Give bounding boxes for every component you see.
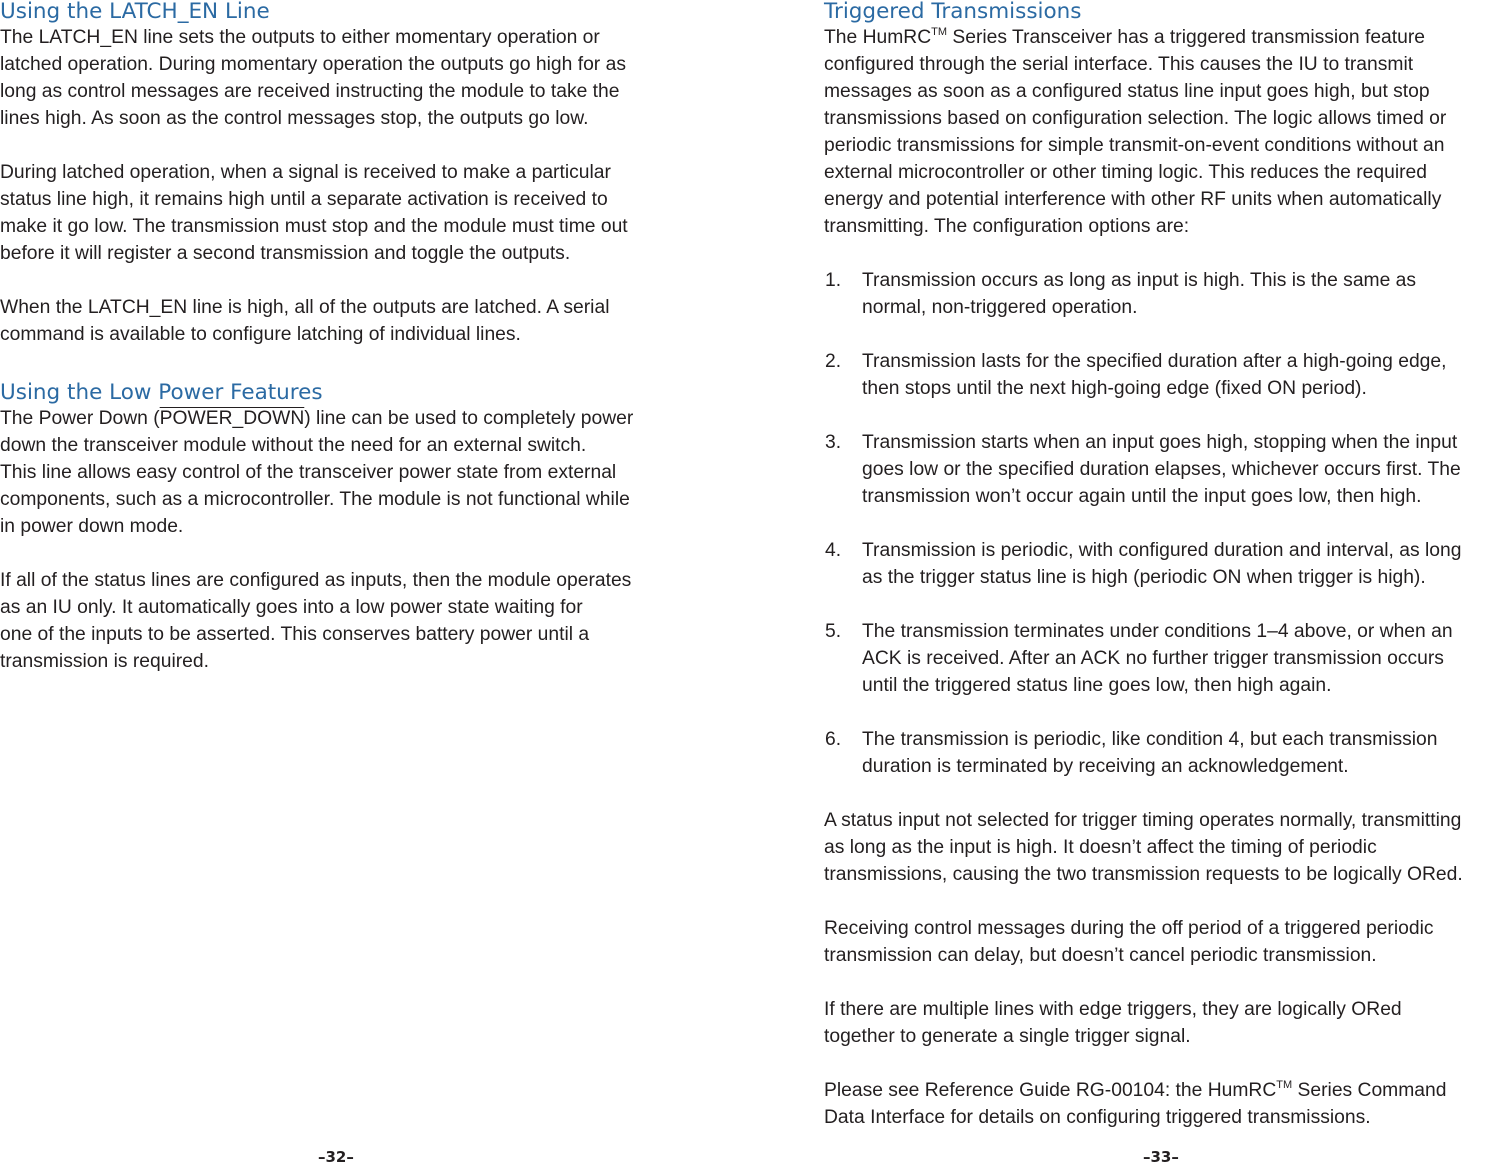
status-input-para-line: transmissions, causing the two transmission requests to be logically ORed.: [824, 864, 1463, 885]
latch-en-para-2-line: During latched operation, when a signal is received to make a particular: [0, 162, 611, 183]
latch-en-para-1-line: lines high. As soon as the control messages stop, the outputs go low.: [0, 108, 589, 129]
left-page-number: –32–: [318, 1148, 354, 1166]
latch-en-para-3-line: command is available to configure latching of individual lines.: [0, 324, 521, 345]
latch-en-heading: Using the LATCH_EN Line: [0, 0, 270, 24]
low-power-para-1-line: This line allows easy control of the transceiver power state from external: [0, 462, 617, 483]
latch-en-para-1-line: long as control messages are received instructing the module to take the: [0, 81, 620, 102]
intro-line: transmissions based on configuration selection. The logic allows timed or: [824, 108, 1447, 129]
triggered-transmissions-heading: Triggered Transmissions: [824, 0, 1082, 24]
reference-guide-para-line: Please see Reference Guide RG-00104: the HumRC™ Series Command: [824, 1079, 1447, 1101]
low-power-para-1-line: down the transceiver module without the need for an external switch.: [0, 435, 587, 456]
option-item-cont: duration is terminated by receiving an acknowledgement.: [862, 756, 1349, 777]
option-item: 5. The transmission terminates under conditions 1–4 above, or when an: [825, 621, 1453, 642]
option-item: 3. Transmission starts when an input goes high, stopping when the input: [825, 432, 1458, 453]
latch-en-para-3-line: When the LATCH_EN line is high, all of the outputs are latched. A serial: [0, 297, 610, 318]
trademark-mark: TM: [1276, 1079, 1293, 1091]
option-item-cont: then stops until the next high-going edge (fixed ON period).: [862, 378, 1367, 399]
power-down-signal: POWER_DOWN: [159, 408, 305, 429]
configuration-options-list: [824, 267, 1496, 780]
status-input-para-line: as long as the input is high. It doesn’t affect the timing of periodic: [824, 837, 1377, 858]
option-item: 2. Transmission lasts for the specified duration after a high-going edge,: [825, 351, 1447, 372]
reference-guide-para-line: Data Interface for details on configuring triggered transmissions.: [824, 1107, 1371, 1128]
intro-line: periodic transmissions for simple transmit-on-event conditions without an: [824, 135, 1445, 156]
edge-triggers-para-line: If there are multiple lines with edge triggers, they are logically ORed: [824, 999, 1402, 1020]
low-power-para-2-line: as an IU only. It automatically goes into a low power state waiting for: [0, 597, 583, 618]
control-messages-para-line: Receiving control messages during the off period of a triggered periodic: [824, 918, 1434, 939]
option-item-cont: ACK is received. After an ACK no further trigger transmission occurs: [862, 648, 1444, 669]
latch-en-para-2-line: status line high, it remains high until a separate activation is received to: [0, 189, 608, 210]
intro-line: configured through the serial interface. This causes the IU to transmit: [824, 54, 1414, 75]
low-power-para-2-line: one of the inputs to be asserted. This conserves battery power until a: [0, 624, 590, 645]
low-power-para-2-line: transmission is required.: [0, 651, 209, 672]
trademark-mark: TM: [931, 26, 948, 38]
option-item-cont: as the trigger status line is high (periodic ON when trigger is high).: [862, 567, 1426, 588]
option-item-cont: normal, non-triggered operation.: [862, 297, 1138, 318]
intro-line: The HumRC™ Series Transceiver has a triggered transmission feature: [824, 26, 1425, 48]
intro-line: messages as soon as a configured status line input goes high, but stop: [824, 81, 1430, 102]
intro-line: external microcontroller or other timing logic. This reduces the required: [824, 162, 1427, 183]
low-power-para-1-line: components, such as a microcontroller. The module is not functional while: [0, 489, 630, 510]
left-page: [0, 0, 670, 675]
latch-en-para-1-line: The LATCH_EN line sets the outputs to either momentary operation or: [0, 27, 600, 48]
option-item-cont: transmission won’t occur again until the input goes low, then high.: [862, 486, 1422, 507]
low-power-para-2-line: If all of the status lines are configured as inputs, then the module operates: [0, 570, 632, 591]
latch-en-para-1-line: latched operation. During momentary operation the outputs go high for as: [0, 54, 626, 75]
intro-line: transmitting. The configuration options are:: [824, 216, 1190, 237]
latch-en-para-2-line: before it will register a second transmission and toggle the outputs.: [0, 243, 571, 264]
low-power-heading: Using the Low Power Features: [0, 380, 323, 405]
low-power-para-1-line: in power down mode.: [0, 516, 184, 537]
option-item: 1. Transmission occurs as long as input is high. This is the same as: [825, 270, 1417, 291]
intro-line: energy and potential interference with other RF units when automatically: [824, 189, 1442, 210]
control-messages-para-line: transmission can delay, but doesn’t cancel periodic transmission.: [824, 945, 1377, 966]
option-item: 4. Transmission is periodic, with configured duration and interval, as long: [825, 540, 1462, 561]
latch-en-para-2-line: make it go low. The transmission must stop and the module must time out: [0, 216, 628, 237]
option-item: 6. The transmission is periodic, like condition 4, but each transmission: [825, 729, 1438, 750]
low-power-para-1-line: The Power Down (POWER_DOWN) line can be used to completely power: [0, 408, 634, 429]
option-item-cont: until the triggered status line goes low, then high again.: [862, 675, 1332, 696]
option-item-cont: goes low or the specified duration elapses, whichever occurs first. The: [862, 459, 1461, 480]
right-page-number: –33–: [1143, 1148, 1179, 1166]
status-input-para-line: A status input not selected for trigger timing operates normally, transmitting: [824, 810, 1462, 831]
edge-triggers-para-line: together to generate a single trigger signal.: [824, 1026, 1191, 1047]
right-page: [824, 0, 1496, 1131]
